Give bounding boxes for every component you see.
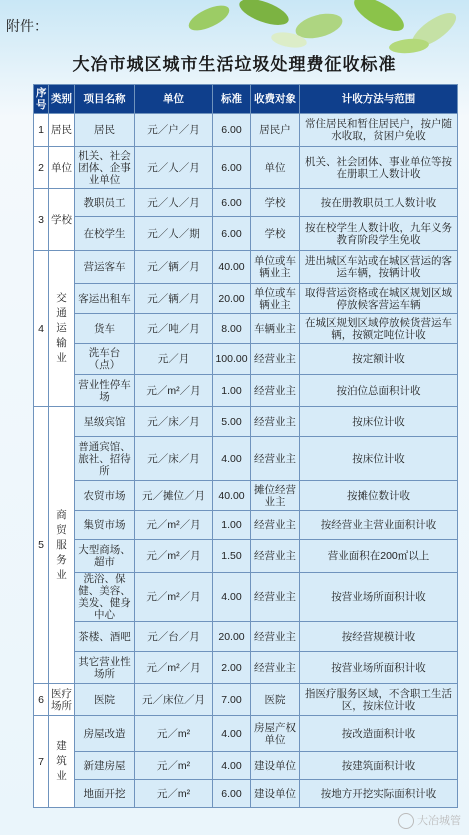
table-row [34, 481, 458, 511]
table-row [34, 622, 458, 652]
row-unit: 元／辆／月 [135, 251, 213, 284]
row-method: 按建筑面积计收 [300, 752, 458, 780]
row-standard: 6.00 [213, 114, 251, 147]
row-category: 建 筑 业 [49, 716, 75, 808]
row-item: 其它营业性场所 [75, 652, 135, 684]
row-unit: 元／人／月 [135, 189, 213, 217]
row-payer: 单位或车辆业主 [251, 251, 300, 284]
row-no: 5 [34, 407, 49, 684]
row-payer: 学校 [251, 189, 300, 217]
row-item: 房屋改造 [75, 716, 135, 752]
row-item: 在校学生 [75, 217, 135, 251]
row-payer: 经营业主 [251, 407, 300, 437]
row-category: 学校 [49, 189, 75, 251]
row-unit: 元／辆／月 [135, 284, 213, 314]
row-method: 按在校学生人数计收，九年义务教育阶段学生免收 [300, 217, 458, 251]
row-method: 按营业场所面积计收 [300, 652, 458, 684]
row-category: 医疗场所 [49, 684, 75, 716]
row-no: 6 [34, 684, 49, 716]
table-row [34, 752, 458, 780]
row-category: 商 贸 服 务 业 [49, 407, 75, 684]
row-standard: 6.00 [213, 189, 251, 217]
row-payer: 居民户 [251, 114, 300, 147]
table-row [34, 189, 458, 217]
table-row [34, 573, 458, 622]
table-row [34, 780, 458, 808]
row-payer: 建设单位 [251, 752, 300, 780]
row-category: 交 通 运 输 业 [49, 251, 75, 407]
row-method: 按泊位总面积计收 [300, 375, 458, 407]
table-row [34, 251, 458, 284]
row-unit: 元／吨／月 [135, 314, 213, 344]
row-standard: 100.00 [213, 344, 251, 375]
row-payer: 经营业主 [251, 437, 300, 481]
header-row [34, 85, 458, 114]
row-method: 常住居民和暂住居民户，按户随水收取，贫困户免收 [300, 114, 458, 147]
row-standard: 7.00 [213, 684, 251, 716]
row-method: 指医疗服务区域，不含职工生活区，按床位计收 [300, 684, 458, 716]
row-no: 4 [34, 251, 49, 407]
row-standard: 4.00 [213, 573, 251, 622]
row-payer: 单位或车辆业主 [251, 284, 300, 314]
row-method: 按床位计收 [300, 407, 458, 437]
row-item: 营运客车 [75, 251, 135, 284]
row-standard: 20.00 [213, 622, 251, 652]
row-payer: 医院 [251, 684, 300, 716]
table-row [34, 716, 458, 752]
table-row [34, 114, 458, 147]
row-unit: 元／m²／月 [135, 652, 213, 684]
row-item: 普通宾馆、旅社、招待所 [75, 437, 135, 481]
row-payer: 经营业主 [251, 622, 300, 652]
row-payer: 经营业主 [251, 573, 300, 622]
row-category: 单位 [49, 147, 75, 189]
row-unit: 元／m²／月 [135, 573, 213, 622]
row-standard: 1.50 [213, 540, 251, 573]
row-standard: 6.00 [213, 780, 251, 808]
row-unit: 元／人／月 [135, 147, 213, 189]
watermark-text: 大冶城管 [417, 814, 461, 827]
table-row [34, 407, 458, 437]
row-payer: 经营业主 [251, 540, 300, 573]
row-unit: 元／m²／月 [135, 511, 213, 540]
page-title: 大冶市城区城市生活垃圾处理费征收标准 [72, 55, 397, 74]
header-item: 项目名称 [75, 85, 135, 114]
header-unit: 单位 [135, 85, 213, 114]
row-item: 洗浴、保健、美容、美发、健身中心 [75, 573, 135, 622]
row-payer: 经营业主 [251, 511, 300, 540]
table-row [34, 284, 458, 314]
row-standard: 40.00 [213, 481, 251, 511]
row-item: 农贸市场 [75, 481, 135, 511]
row-method: 营业面积在200㎡以上 [300, 540, 458, 573]
row-method: 按地方开挖实际面积计收 [300, 780, 458, 808]
table-row [34, 375, 458, 407]
row-category: 居民 [49, 114, 75, 147]
row-method: 按定额计收 [300, 344, 458, 375]
row-standard: 4.00 [213, 716, 251, 752]
row-unit: 元／m² [135, 780, 213, 808]
row-payer: 经营业主 [251, 375, 300, 407]
row-unit: 元／床位／月 [135, 684, 213, 716]
attachment-label: 附件： [6, 18, 48, 34]
row-item: 机关、社会团体、企事业单位 [75, 147, 135, 189]
row-unit: 元／台／月 [135, 622, 213, 652]
row-no: 2 [34, 147, 49, 189]
row-payer: 经营业主 [251, 344, 300, 375]
table-row [34, 652, 458, 684]
row-item: 大型商场、超市 [75, 540, 135, 573]
row-unit: 元／床／月 [135, 437, 213, 481]
row-standard: 2.00 [213, 652, 251, 684]
header-payer: 收费对象 [251, 85, 300, 114]
row-method: 按经营规模计收 [300, 622, 458, 652]
row-method: 按经营业主营业面积计收 [300, 511, 458, 540]
row-standard: 20.00 [213, 284, 251, 314]
row-no: 7 [34, 716, 49, 808]
row-payer: 学校 [251, 217, 300, 251]
row-item: 茶楼、酒吧 [75, 622, 135, 652]
header-no: 序号 [34, 85, 49, 114]
row-item: 地面开挖 [75, 780, 135, 808]
row-unit: 元／m²／月 [135, 375, 213, 407]
row-standard: 6.00 [213, 217, 251, 251]
wechat-icon [398, 813, 414, 829]
row-item: 集贸市场 [75, 511, 135, 540]
row-unit: 元／人／期 [135, 217, 213, 251]
header-category: 类别 [49, 85, 75, 114]
row-unit: 元／月 [135, 344, 213, 375]
table-row [34, 540, 458, 573]
row-unit: 元／床／月 [135, 407, 213, 437]
row-method: 取得营运资格或在城区规划区域停放候客营运车辆 [300, 284, 458, 314]
row-item: 医院 [75, 684, 135, 716]
header-standard: 标准 [213, 85, 251, 114]
row-item: 客运出租车 [75, 284, 135, 314]
row-standard: 4.00 [213, 752, 251, 780]
row-item: 货车 [75, 314, 135, 344]
row-unit: 元／户／月 [135, 114, 213, 147]
table-row [34, 314, 458, 344]
header-method: 计收方法与范围 [300, 85, 458, 114]
row-unit: 元／m² [135, 752, 213, 780]
row-method: 按在册教职员工人数计收 [300, 189, 458, 217]
row-item: 营业性停车场 [75, 375, 135, 407]
row-no: 3 [34, 189, 49, 251]
table-row [34, 684, 458, 716]
row-payer: 建设单位 [251, 780, 300, 808]
row-standard: 40.00 [213, 251, 251, 284]
row-item: 新建房屋 [75, 752, 135, 780]
row-method: 按摊位数计收 [300, 481, 458, 511]
row-unit: 元／m² [135, 716, 213, 752]
table-row [34, 344, 458, 375]
table-row [34, 437, 458, 481]
row-item: 星级宾馆 [75, 407, 135, 437]
watermark [398, 812, 461, 829]
row-method: 在城区规划区域停放候货营运车辆，按额定吨位计收 [300, 314, 458, 344]
row-payer: 经营业主 [251, 652, 300, 684]
table-row [34, 511, 458, 540]
row-method: 按床位计收 [300, 437, 458, 481]
row-standard: 6.00 [213, 147, 251, 189]
row-standard: 8.00 [213, 314, 251, 344]
table-row [34, 217, 458, 251]
row-item: 教职员工 [75, 189, 135, 217]
row-no: 1 [34, 114, 49, 147]
row-payer: 车辆业主 [251, 314, 300, 344]
row-item: 洗车台（点） [75, 344, 135, 375]
row-method: 按营业场所面积计收 [300, 573, 458, 622]
row-payer: 单位 [251, 147, 300, 189]
row-method: 按改造面积计收 [300, 716, 458, 752]
row-method: 机关、社会团体、事业单位等按在册职工人数计收 [300, 147, 458, 189]
row-unit: 元／m²／月 [135, 540, 213, 573]
row-payer: 房屋产权单位 [251, 716, 300, 752]
row-payer: 摊位经营业主 [251, 481, 300, 511]
row-unit: 元／摊位／月 [135, 481, 213, 511]
row-method: 进出城区车站或在城区营运的客运车辆，按辆计收 [300, 251, 458, 284]
table-row [34, 147, 458, 189]
row-standard: 1.00 [213, 511, 251, 540]
row-standard: 4.00 [213, 437, 251, 481]
row-standard: 5.00 [213, 407, 251, 437]
fee-table [33, 84, 458, 808]
row-standard: 1.00 [213, 375, 251, 407]
row-item: 居民 [75, 114, 135, 147]
